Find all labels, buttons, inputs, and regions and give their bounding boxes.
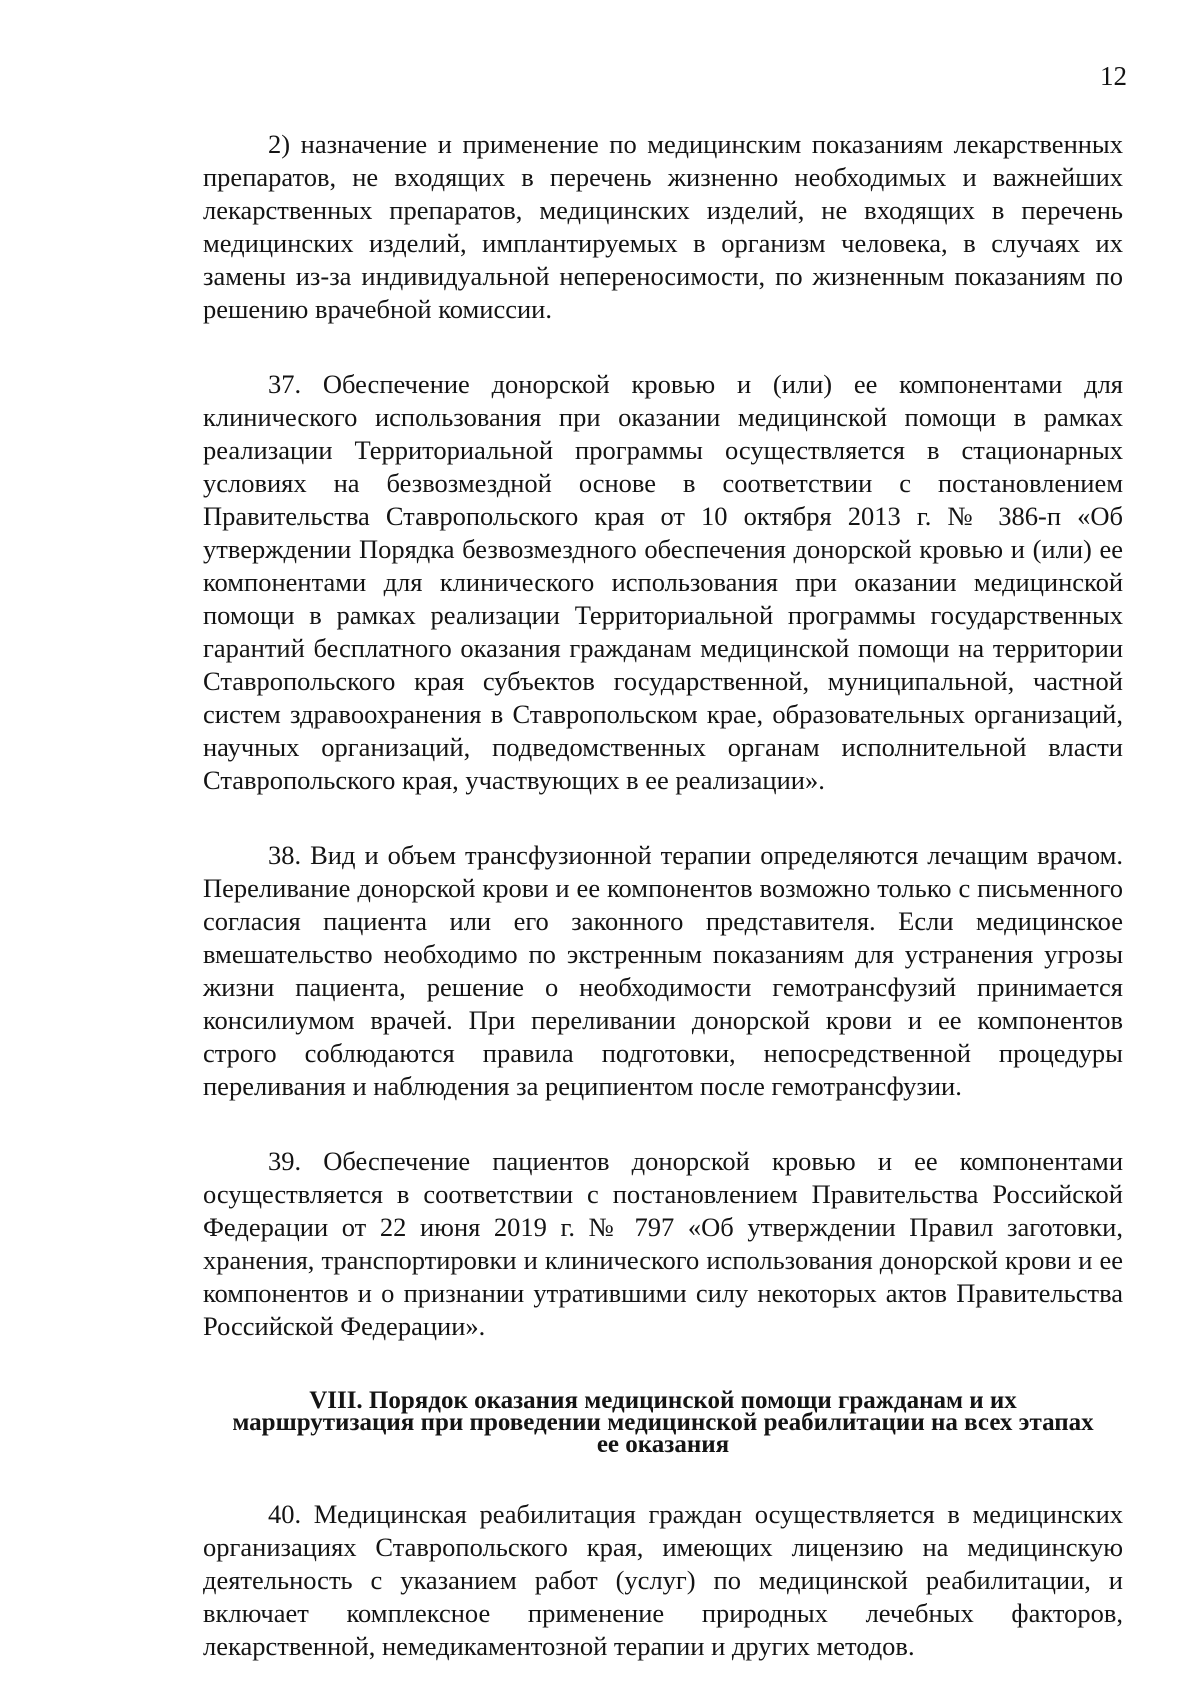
document-body bbox=[203, 128, 1123, 1663]
section-viii-heading-line-1: VIII. Порядок оказания медицинской помощи гражданам и их bbox=[309, 1387, 1017, 1414]
paragraph-item-38: 38. Вид и объем трансфузионной терапии определяются лечащим врачом. Переливание донорской крови и ее компонентов возможно только с письменного согласия пациента или его законного представителя. Если медицинское вмешательство необходимо по экстренным показаниям для устранения угрозы жизни пациента, решение о необходимости гемотрансфузий принимается консилиумом врачей. При переливании донорской крови и ее компонентов строго соблюдаются правила подготовки, непосредственной процедуры переливания и наблюдения за реципиентом после гемотрансфузии. bbox=[203, 840, 1123, 1101]
page-number: 12 bbox=[1100, 61, 1127, 91]
paragraph-item-2: 2) назначение и применение по медицинским показаниям лекарственных препаратов, не входящих в перечень жизненно необходимых и важнейших лекарственных препаратов, медицинских изделий, не входящих в перечень медицинских изделий, имплантируемых в организм человека, в случаях их замены из-за индивидуальной непереносимости, по жизненным показаниям по решению врачебной комиссии. bbox=[203, 129, 1123, 324]
section-viii-heading bbox=[203, 1387, 1123, 1458]
paragraph-item-39: 39. Обеспечение пациентов донорской кровью и ее компонентами осуществляется в соответствии с постановлением Правительства Российской Федерации от 22 июня 2019 г. № 797 «Об утверждении Правил заготовки, хранения, транспортировки и клинического использования донорской крови и ее компонентов и о признании утратившими силу некоторых актов Правительства Российской Федерации». bbox=[203, 1146, 1123, 1341]
section-viii-heading-line-2: маршрутизация при проведении медицинской реабилитации на всех этапах bbox=[232, 1409, 1094, 1436]
section-viii-heading-line-3: ее оказания bbox=[596, 1431, 730, 1458]
paragraph-item-37: 37. Обеспечение донорской кровью и (или) ее компонентами для клинического использования при оказании медицинской помощи в рамках реализации Территориальной программы осуществляется в стационарных условиях на безвозмездной основе в соответствии с постановлением Правительства Ставропольского края от 10 октября 2013 г. № 386-п «Об утверждении Порядка безвозмездного обеспечения донорской кровью и (или) ее компонентами для клинического использования при оказании медицинской помощи в рамках реализации Территориальной программы государственных гарантий бесплатного оказания гражданам медицинской помощи на территории Ставропольского края субъектов государственной, муниципальной, частной систем здравоохранения в Ставропольском крае, образовательных организаций, научных организаций, подведомственных органам исполнительной власти Ставропольского края, участвующих в ее реализации». bbox=[203, 369, 1123, 795]
paragraph-item-40: 40. Медицинская реабилитация граждан осуществляется в медицинских организациях Ставропольского края, имеющих лицензию на медицинскую деятельность с указанием работ (услуг) по медицинской реабилитации, и включает комплексное применение природных лечебных факторов, лекарственной, немедикаментозной терапии и других методов. bbox=[203, 1499, 1123, 1661]
